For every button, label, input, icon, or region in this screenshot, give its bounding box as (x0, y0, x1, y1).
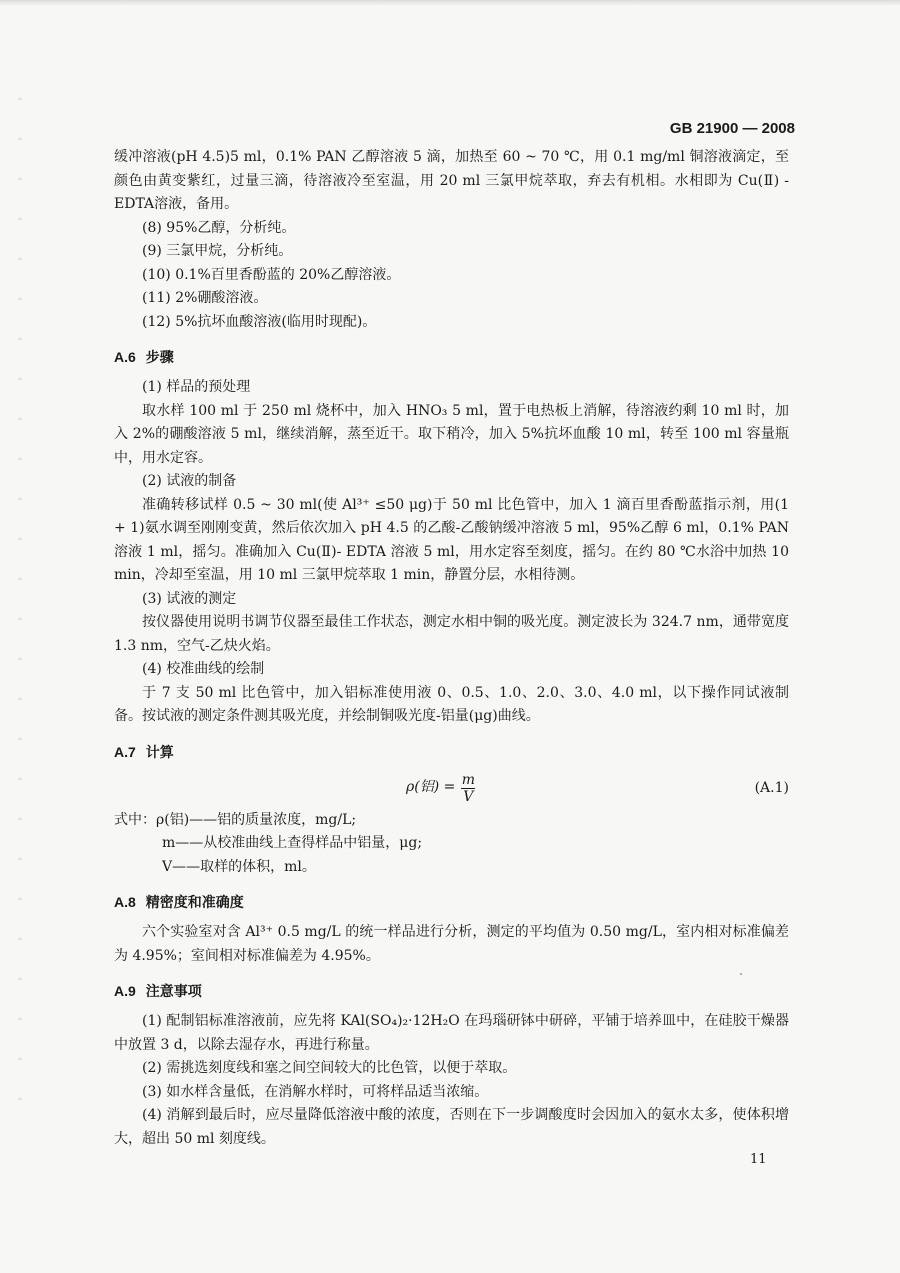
standard-number: GB 21900 — 2008 (669, 120, 795, 137)
section-heading-a6 (114, 346, 789, 368)
section-number: A.7 (114, 743, 136, 760)
section-number: A.6 (114, 349, 136, 365)
note-2: (2) 需挑选刻度线和塞之间空间较大的比色管，以便于萃取。 (142, 1060, 517, 1076)
reagent-item-10: (10) 0.1%百里香酚蓝的 20%乙醇溶液。 (142, 266, 401, 283)
fraction-numerator: m (461, 771, 475, 788)
step-1-title: (1) 样品的预处理 (142, 379, 251, 395)
page-number: 11 (750, 1152, 767, 1167)
binding-margin-marks (18, 60, 22, 1110)
reagent-item-11: (11) 2%硼酸溶液。 (142, 290, 268, 306)
step-1-text: 取水样 100 ml 于 250 ml 烧杯中，加入 HNO₃ 5 ml，置于电热板上消解，待溶液约剩 10 ml 时，加入 2%的硼酸溶液 5 ml，继续消解，蒸至近干。取下稍冷，加入 5%抗坏血酸 10 ml，转至 100 ml 容量瓶中，用水定容。 (114, 402, 789, 466)
definition-rho (114, 809, 789, 833)
step-3-text: 按仪器使用说明书调节仪器至最佳工作状态，测定水相中铜的吸光度。测定波长为 324.7 nm，通带宽度 1.3 nm，空气-乙炔火焰。 (114, 614, 789, 654)
note-1: (1) 配制铝标准溶液前，应先将 KAl(SO₄)₂·12H₂O 在玛瑙研钵中研碎，平铺于培养皿中，在硅胶干燥器中放置 3 d，以除去湿存水，再进行称量。 (114, 1013, 789, 1053)
page-top-edge (0, 0, 900, 6)
reagent-item-9: (9) 三氯甲烷，分析纯。 (142, 243, 293, 259)
definition-rho-text: ρ(铝)——铝的质量浓度，mg/L; (156, 811, 357, 828)
section-number: A.9 (114, 983, 136, 999)
step-3-title: (3) 试液的测定 (142, 590, 237, 607)
step-4-text: 于 7 支 50 ml 比色管中，加入铝标准使用液 0、0.5、1.0、2.0、3.0、4.0 ml，以下操作同试液制备。按试液的测定条件测其吸光度，并绘制铜吸光度-铝量(μg)曲线。 (114, 684, 789, 724)
step-4-title: (4) 校准曲线的绘制 (142, 661, 265, 677)
step-2-text: 准确转移试样 0.5 ~ 30 ml(使 Al³⁺ ≤50 μg)于 50 ml 比色管中，加入 1 滴百里香酚蓝指示剂，用(1 + 1)氨水调至刚刚变黄，然后依次加入 pH 4.5 的乙酸-乙酸钠缓冲溶液 5 ml，95%乙醇 6 ml，0.1% PAN 溶液 1 ml，摇匀。准确加入 Cu(Ⅱ)- EDTA 溶液 5 ml，用水定容至刻度，摇匀。在约 80 ℃水浴中加热 10 min，冷却至室温，用 10 ml 三氯甲烷萃取 1 min，静置分层，水相待测。 (114, 496, 789, 583)
reagent-item-8: (8) 95%乙醇，分析纯。 (142, 219, 296, 236)
definition-v: V——取样的体积，ml。 (162, 858, 316, 875)
where-prefix: 式中： (114, 811, 156, 828)
formula-a1 (114, 771, 789, 807)
formula-fraction (461, 773, 475, 804)
section-heading-a9 (114, 980, 789, 1002)
section-number: A.8 (114, 894, 136, 910)
section-title: 计算 (145, 743, 174, 760)
section-heading-a8 (114, 891, 789, 913)
precision-text: 六个实验室对含 Al³⁺ 0.5 mg/L 的统一样品进行分析，测定的平均值为 0.50 mg/L，室内相对标准偏差为 4.95%；室间相对标准偏差为 4.95%。 (114, 924, 789, 964)
equation-number: (A.1) (754, 779, 789, 796)
fraction-denominator: V (463, 788, 474, 805)
note-4: (4) 消解到最后时，应尽量降低溶液中酸的浓度，否则在下一步调酸度时会因加入的氨水太多，使体积增大，超出 50 ml 刻度线。 (114, 1107, 789, 1147)
section-title: 注意事项 (145, 983, 202, 999)
scan-speck (740, 973, 742, 975)
definition-m: m——从校准曲线上查得样品中铝量，μg; (162, 835, 423, 851)
note-3: (3) 如水样含量低，在消解水样时，可将样品适当浓缩。 (142, 1083, 489, 1100)
document-body (114, 146, 789, 1151)
formula-expression (406, 773, 475, 804)
paragraph-buffer-preparation: 缓冲溶液(pH 4.5)5 ml，0.1% PAN 乙醇溶液 5 滴，加热至 60 ~ 70 ℃，用 0.1 mg/ml 铜溶液滴定，至颜色由黄变紫红，过量三滴，待溶液冷至室温，用 20 ml 三氯甲烷萃取，弃去有机相。水相即为 Cu(Ⅱ) - EDTA溶液，备用。 (114, 149, 789, 212)
section-heading-a7 (114, 741, 789, 763)
formula-lhs: ρ(铝) = (406, 779, 456, 796)
section-title: 步骤 (145, 349, 174, 365)
step-2-title: (2) 试液的制备 (142, 473, 237, 489)
reagent-item-12: (12) 5%抗坏血酸溶液(临用时现配)。 (142, 313, 377, 330)
section-title: 精密度和准确度 (145, 894, 244, 910)
